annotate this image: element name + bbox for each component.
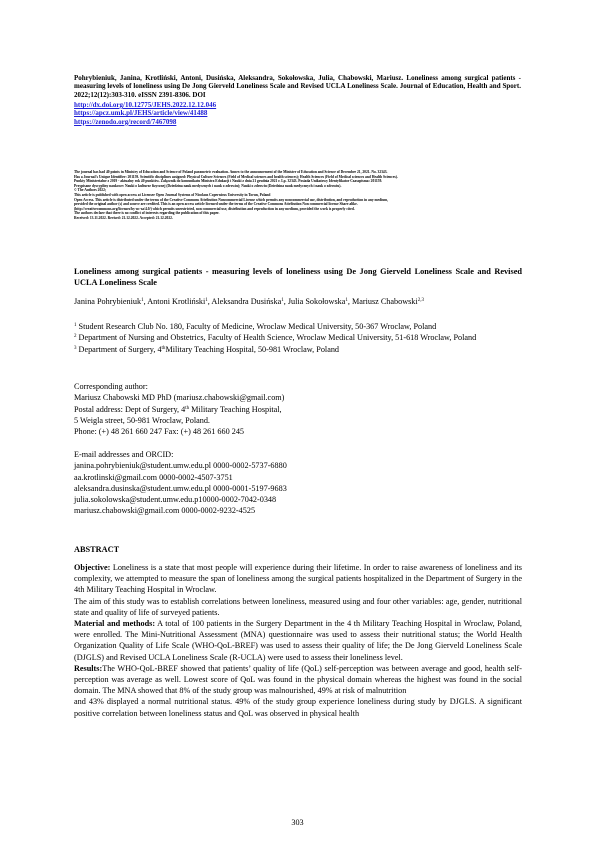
corresponding-name: Mariusz Chabowski MD PhD (mariusz.chabowski@gmail.com) <box>74 393 285 403</box>
fine-print-line: provided the original author (s) and source are credited. This is an open access article licensed under the terms of the Creative Commons Attribution Non commercial license Share alike. <box>74 202 358 207</box>
ordinal-sup: th <box>185 405 190 411</box>
citation-links <box>74 101 521 126</box>
author-affil-sup: 2,3 <box>417 298 424 303</box>
postal-address <box>74 404 284 415</box>
affil-sup: 2 <box>74 334 77 340</box>
affiliation-1 <box>74 321 524 332</box>
street-address: 5 Weigla street, 50-981 Wroclaw, Poland. <box>74 415 210 425</box>
affil-sup: 1 <box>74 323 77 328</box>
abstract-methods <box>74 618 522 663</box>
journal-fine-print <box>74 170 524 221</box>
author-affil-sup: 1 <box>141 298 144 303</box>
abstract-results-cont: and 43% displayed a normal nutritional status. 49% of the study group experience loneliness during study by DJGLS. A significant positive correlation between loneliness status and QoL was observed in physical health <box>74 697 522 718</box>
email-orcid-line: julia.sokolowska@student.umw.edu.p10000-0002-7042-0348 <box>74 495 277 505</box>
citation-block <box>74 74 521 99</box>
corresponding-heading: Corresponding author: <box>74 382 148 391</box>
address-text: Postal address: Dept of Surgery, 4 <box>74 404 186 414</box>
author-name: Antoni Krotliński <box>147 297 206 306</box>
fine-print-line: © The Authors 2022; <box>74 188 107 193</box>
affil-text: Student Research Club No. 180, Faculty of Medicine, Wroclaw Medical University, 50-367 Wroclaw, Poland <box>78 322 437 331</box>
page-number: 303 <box>291 818 304 827</box>
affil-text: Military Teaching Hospital, 50-981 Wroclaw, Poland <box>165 344 340 354</box>
fine-print-line: Has a Journal's Unique Identifier: 201159. Scientific disciplines assigned: Physical Culture Sciences (Field of Medical sciences and health sciences); Health Sciences (Field of Medical sciences and Health Sciences). <box>74 174 398 179</box>
author-affil-sup: 1 <box>345 298 348 303</box>
zenodo-link[interactable]: https://zenodo.org/record/7467098 <box>74 117 177 126</box>
author-name: Mariusz Chabowski <box>351 297 418 306</box>
email-orcid-line: aleksandra.dusinska@student.umw.edu.pl 0000-0001-5197-9683 <box>74 483 287 493</box>
doi-link[interactable]: http://dx.doi.org/10.12775/JEHS.2022.12.12.046 <box>74 101 217 109</box>
paper-title: Loneliness among surgical patients - measuring levels of loneliness using De Jong Gierveld Loneliness Scale and Revised UCLA Loneliness Scale <box>74 267 522 287</box>
email-heading: E-mail addresses and ORCID: <box>74 450 174 459</box>
fine-print-line: This article is published with open access at Licensee Open Journal Systems of Nicolaus Copernicus University in Torun, Poland <box>74 192 271 197</box>
affil-sup: 3 <box>74 345 77 351</box>
phone-fax: Phone: (+) 48 261 660 247 Fax: (+) 48 261 660 245 <box>74 427 245 437</box>
fine-print-line: (http://creativecommons.org/licenses/by-nc-sa/4.0/) which permits unrestricted, non commercial use, distribution and reproduction in any medium, provided the work is properly cited. <box>74 206 355 211</box>
abstract-results <box>74 663 522 697</box>
results-label: Results: <box>74 663 103 673</box>
ordinal-sup: th <box>161 345 166 351</box>
objective-text: Loneliness is a state that most people will experience during their lifetime. In order to raise awareness of loneliness and its complexity, we attempted to measure the span of loneliness among the surgical patients hospitalized in the Department of Surgery in the 4th Military Teaching Hospital in Wroclaw. <box>74 563 522 595</box>
fine-print-line: Open Access. This article is distributed under the terms of the Creative Commons Attribution Noncommercial License which permits any noncommercial use, distribution, and reproduction in any medium, <box>74 197 388 202</box>
affiliation-2 <box>74 332 524 343</box>
methods-text: A total of 100 patients in the Surgery Department in the 4 th Military Teaching Hospital in Wroclaw, Poland, were enrolled. The Mini-Nutritional Assessment (MNA) questionnaire was used to assess their nutritional status; the World Health Organization Quality of Life Scale (WHO-QoL-BREF) was used to assess their quality of life; the De Jong Gierveld Loneliness Scale (DJGLS) and Revised UCLA Loneliness Scale (R-UCLA) were used to assess their loneliness level. <box>74 619 522 662</box>
fine-print-line: The journal has had 40 points in Ministry of Education and Science of Poland parametric evaluation. Annex to the announcement of the Minister of Education and Science of December 21, 2021. No. 32343. <box>74 170 388 174</box>
fine-print-line: Przypisane dyscypliny naukowe: Nauki o kulturze fizycznej (Dziedzina nauk medycznych i nauk o zdrowiu); Nauki o zdrowiu (Dziedzina nauk medycznych i nauk o zdrowiu). <box>74 183 342 188</box>
author-affil-sup: 1 <box>281 298 284 303</box>
abstract-objective <box>74 562 522 596</box>
affiliation-3 <box>74 344 524 355</box>
fine-print-line: Punkty Ministerialne z 2019 - aktualny rok 40 punktów. Załącznik do komunikatu Ministra Edukacji i Nauki z dnia 21 grudnia 2021 r. Lp. 32343. Posiada Unikatowy Identyfikator Czasopisma: 201159. <box>74 179 383 184</box>
email-orcid-line: mariusz.chabowski@gmail.com 0000-0002-9232-4525 <box>74 506 256 516</box>
author-name: Janina Pohrybieniuk <box>74 297 142 306</box>
article-link[interactable]: https://apcz.umk.pl/JEHS/article/view/41488 <box>74 109 208 118</box>
abstract-heading: ABSTRACT <box>74 545 120 554</box>
email-orcid-line: aa.krotlinski@gmail.com 0000-0002-4507-3751 <box>74 472 233 482</box>
methods-label: Material and methods: <box>74 619 156 629</box>
abstract-aim: The aim of this study was to establish correlations between loneliness, measured using and four other variables: age, gender, nutritional state and quality of life of surveyed patients. <box>74 596 522 617</box>
results-text: The WHO-QoL-BREF showed that patients’ quality of life (QoL) self-perception was between average and good, health self-perception was average as well. Lowest score of QoL was found in the physical domain whereas the highest was found in the social domain. The MNA showed that 8% of the study group was malnourished, 49% at risk of malnutrition <box>74 663 522 696</box>
fine-print-line: The authors declare that there is no conflict of interests regarding the publication of this paper. <box>74 211 220 216</box>
affiliations <box>74 321 524 355</box>
fine-print-line: Received: 13.11.2022. Revised: 21.12.2022. Accepted: 21.12.2022. <box>74 215 173 220</box>
affil-text: Department of Nursing and Obstetrics, Faculty of Health Science, Wroclaw Medical University, 51-618 Wroclaw, Poland <box>78 333 477 343</box>
corresponding-author <box>74 381 284 437</box>
email-orcid-line: janina.pohrybieniuk@student.umw.edu.pl 0000-0002-5737-6880 <box>74 461 287 471</box>
affil-text: Department of Surgery, 4 <box>78 344 162 354</box>
author-name: Aleksandra Dusińska <box>211 297 282 306</box>
author-name: Julia Sokołowska <box>287 297 346 306</box>
email-orcid-block <box>74 449 287 517</box>
address-text: Military Teaching Hospital, <box>189 404 282 414</box>
author-affil-sup: 1 <box>205 298 208 303</box>
author-list: Janina Pohrybieniuk$^1$, Antoni Krotliński$^1$, Aleksandra Dusińska$^1$, Julia Sokołowska$^1$, Mariusz Chabowski$^{2,3}$ <box>74 297 424 306</box>
abstract-body <box>74 562 522 719</box>
objective-label: Objective: <box>74 563 111 572</box>
citation-text: Pohrybieniuk, Janina, Krotliński, Antoni, Dusińska, Aleksandra, Sokołowska, Julia, Chabowski, Mariusz. Loneliness among surgical patients - measuring levels of loneliness using De Jong Gierveld Loneliness Scale and Revised UCLA Loneliness Scale. Journal of Education, Health and Sport. 2022;12(12):303-310. eISSN 2391-8306. DOI <box>74 74 521 99</box>
